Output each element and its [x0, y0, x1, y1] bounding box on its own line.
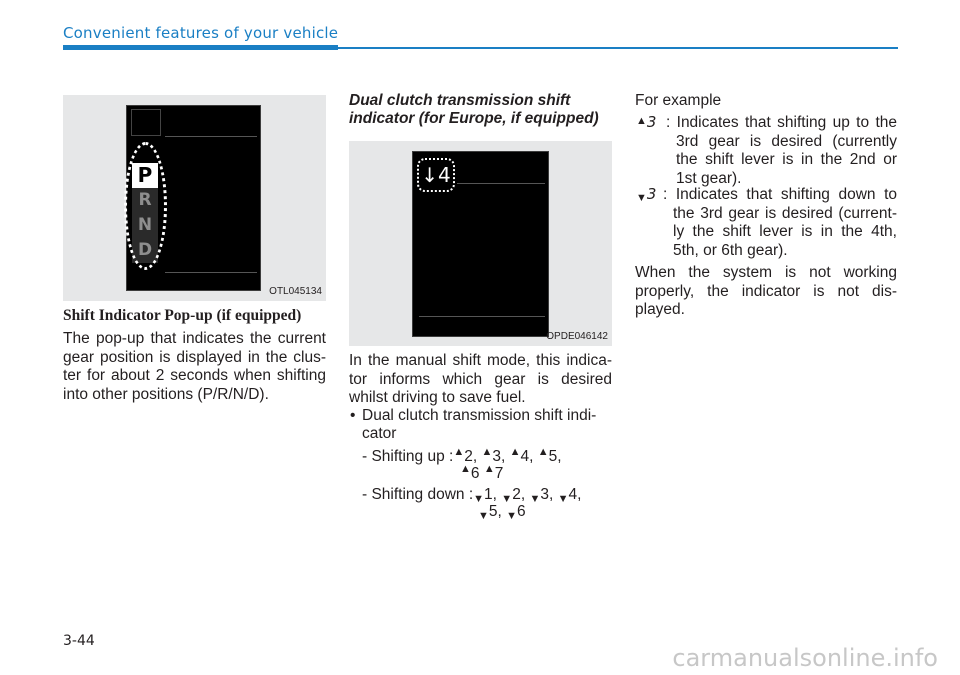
figure-dct-indicator — [349, 141, 612, 346]
page-number: 3-44 — [63, 633, 95, 649]
screen-divider — [457, 183, 545, 184]
down-arrow-icon: ▼ — [506, 510, 518, 522]
up-gear: 4 — [520, 448, 530, 465]
up-gear: 6 — [470, 465, 480, 482]
down-gear: 1 — [484, 486, 493, 503]
up-gear: 7 — [494, 465, 504, 482]
shift-down-row2: ▼5, ▼6 — [478, 503, 526, 522]
highlight-oval — [124, 142, 167, 270]
figure-code: OPDE046142 — [546, 331, 608, 342]
down-gear: 5 — [488, 503, 498, 520]
down-arrow-icon: ▼ — [529, 493, 541, 505]
cluster-screen-dct — [412, 151, 549, 337]
up-arrow-icon: ▲ — [453, 446, 465, 458]
gear-down-indicator: ↓4 — [417, 158, 455, 192]
shift-down-row1: - Shifting down :▼1, ▼2, ▼3, ▼4, — [362, 486, 582, 505]
screen-divider — [419, 316, 545, 317]
cluster-screen — [126, 105, 261, 291]
header-rule-thin — [338, 47, 898, 49]
gear-n: N — [132, 213, 158, 238]
paragraph-not-working: When the system is not working properly, the indicator is not dis-played. — [635, 264, 897, 318]
heading-shift-indicator-popup: Shift Indicator Pop-up (if equipped) — [63, 307, 302, 324]
bullet-line2: cator — [362, 425, 397, 442]
down-example-number: 3 — [646, 185, 657, 203]
up-example-number: 3 — [646, 113, 657, 131]
down-arrow-icon: ▼ — [473, 493, 485, 505]
up-example-text: : Indicates that shifting up to the 3rd gear is desired (currently the shift lever is in the 2nd or 1st gear). — [666, 114, 897, 187]
watermark: carmanualsonline.info — [672, 644, 938, 672]
up-gear: 5 — [548, 448, 558, 465]
heading-dct-line2: indicator (for Europe, if equipped) — [349, 110, 599, 127]
down-example-text: : Indicates that shifting down to the 3rd gear is desired (current-ly the shift lever is in the 4th, 5th, or 6th gear). — [663, 186, 897, 259]
paragraph-manual-mode: In the manual shift mode, this indica-tor informs which gear is desired whilst driving to save fuel. — [349, 352, 612, 406]
shift-up-row2 — [460, 465, 503, 484]
up-arrow-icon: ▲ — [509, 446, 521, 458]
gear-r: R — [132, 188, 158, 213]
down-arrow-icon: ▼ — [478, 510, 489, 522]
paragraph-popup: The pop-up that indicates the current gear position is displayed in the clus-ter for about 2 seconds when shifting into other positions (P/R/N/D). — [63, 330, 326, 403]
down-arrow-icon: ▼ — [636, 192, 647, 204]
gear-d: D — [132, 238, 158, 263]
bullet-dot: • — [350, 407, 356, 424]
bullet-line1: Dual clutch transmission shift indi- — [362, 407, 597, 424]
up-gear: 3 — [492, 448, 501, 465]
heading-dct-line1: Dual clutch transmission shift — [349, 92, 571, 109]
section-title: Convenient features of your vehicle — [63, 24, 339, 42]
up-arrow-icon: ▲ — [636, 115, 647, 127]
screen-divider — [165, 136, 257, 137]
up-arrow-icon: ▲ — [537, 446, 549, 458]
up-example-symbol — [636, 113, 656, 131]
screen-divider — [165, 272, 257, 273]
down-gear: 2 — [512, 486, 521, 503]
header-rule — [63, 45, 338, 50]
down-arrow-icon: ▼ — [501, 493, 513, 505]
figure-code: OTL045134 — [269, 286, 322, 297]
up-arrow-icon: ▲ — [481, 446, 493, 458]
gear-top-box — [131, 109, 161, 136]
shift-up-row1: - Shifting up :▲2, ▲3, ▲4, ▲5, — [362, 446, 562, 465]
down-example-symbol — [636, 185, 656, 203]
up-arrow-icon: ▲ — [483, 463, 495, 475]
for-example-label: For example — [635, 92, 722, 109]
shift-down-label: - Shifting down : — [362, 486, 474, 503]
shift-up-label: - Shifting up : — [362, 448, 454, 465]
up-arrow-icon: ▲ — [460, 463, 471, 475]
down-gear: 6 — [517, 503, 526, 520]
down-arrow-icon: ▼ — [557, 493, 569, 505]
figure-shift-popup — [63, 95, 326, 301]
up-gear: 2 — [464, 448, 473, 465]
down-gear: 3 — [540, 486, 549, 503]
gear-p: P — [132, 163, 158, 188]
down-gear: 4 — [568, 486, 578, 503]
